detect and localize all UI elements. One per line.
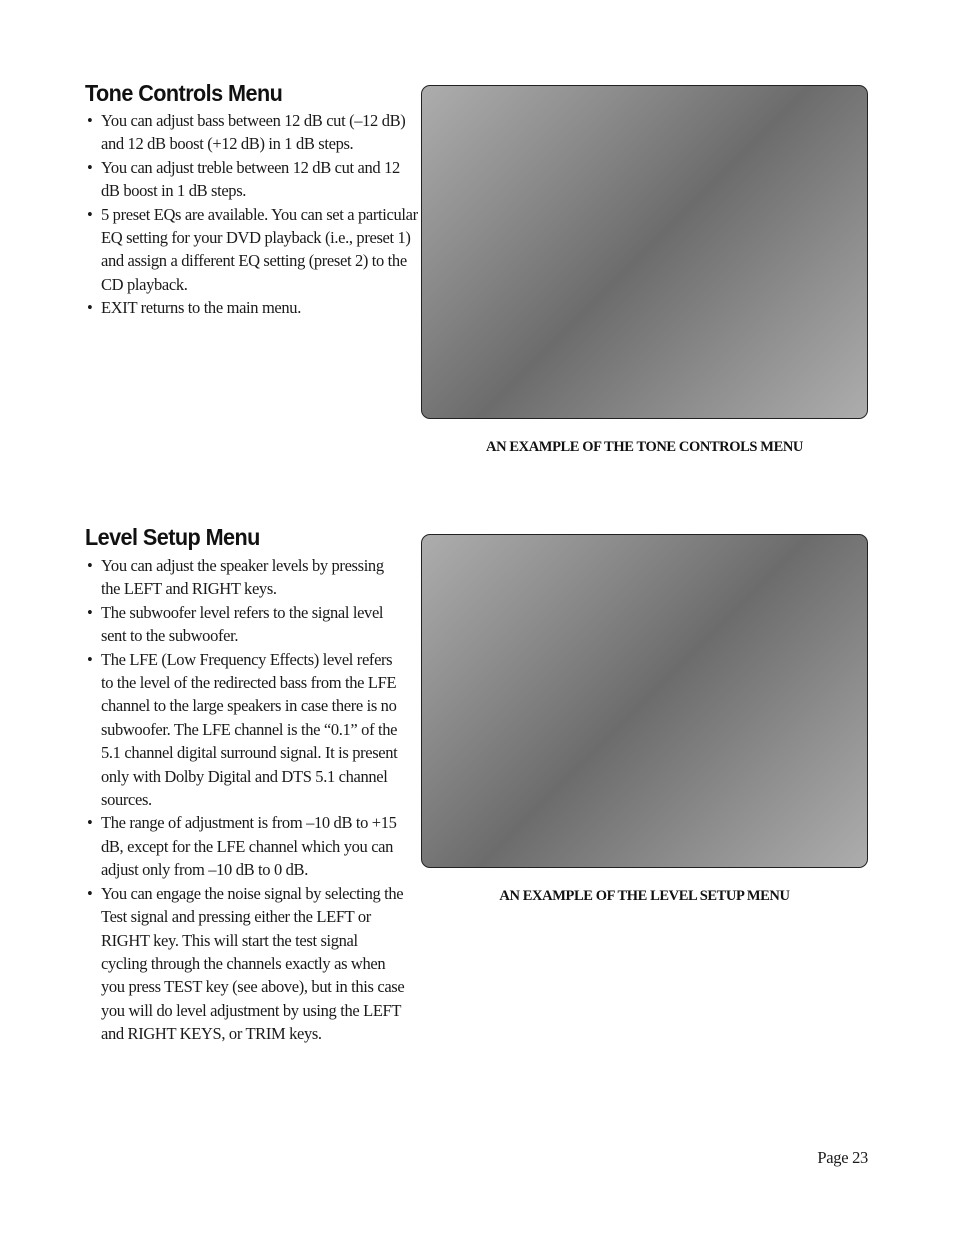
- tone-controls-title: Tone Controls Menu: [85, 80, 283, 106]
- tone-controls-caption: AN EXAMPLE OF THE TONE CONTROLS MENU: [486, 439, 803, 455]
- tone-controls-bullet-list: [87, 109, 419, 320]
- list-item: • The LFE (Low Frequency Effects) level refers to the level of the redirected bass from the LFE channel to the large speakers in case there is no subwoofer. The LFE channel is the “0.1” of the 5.1 channel digital surround signal. It is present only with Dolby Digital and DTS 5.1 channel sources.: [87, 648, 405, 812]
- list-item: • EXIT returns to the main menu.: [87, 296, 419, 319]
- list-item: • You can engage the noise signal by selecting the Test signal and pressing either the LEFT or RIGHT key. This will start the test signal cycling through the channels exactly as when you press TEST key (see above), but in this case you will do level adjustment by using the LEFT and RIGHT KEYS, or TRIM keys.: [87, 882, 405, 1046]
- list-item: • You can adjust bass between 12 dB cut (–12 dB) and 12 dB boost (+12 dB) in 1 dB steps.: [87, 109, 419, 156]
- list-item: • The range of adjustment is from –10 dB to +15 dB, except for the LFE channel which you can adjust only from –10 dB to 0 dB.: [87, 811, 405, 881]
- page-number: Page 23: [817, 1148, 868, 1167]
- list-item: • The subwoofer level refers to the signal level sent to the subwoofer.: [87, 601, 405, 648]
- list-item: • You can adjust treble between 12 dB cut and 12 dB boost in 1 dB steps.: [87, 156, 419, 203]
- level-setup-screen-image: [421, 534, 868, 868]
- tone-controls-screen-image: [421, 85, 868, 419]
- level-setup-bullet-list: [87, 554, 405, 1046]
- list-item: • 5 preset EQs are available. You can set a particular EQ setting for your DVD playback (i.e., preset 1) and assign a different EQ setting (preset 2) to the CD playback.: [87, 203, 419, 297]
- level-setup-caption: AN EXAMPLE OF THE LEVEL SETUP MENU: [499, 888, 790, 904]
- list-item: • You can adjust the speaker levels by pressing the LEFT and RIGHT keys.: [87, 554, 405, 601]
- level-setup-title: Level Setup Menu: [85, 524, 260, 550]
